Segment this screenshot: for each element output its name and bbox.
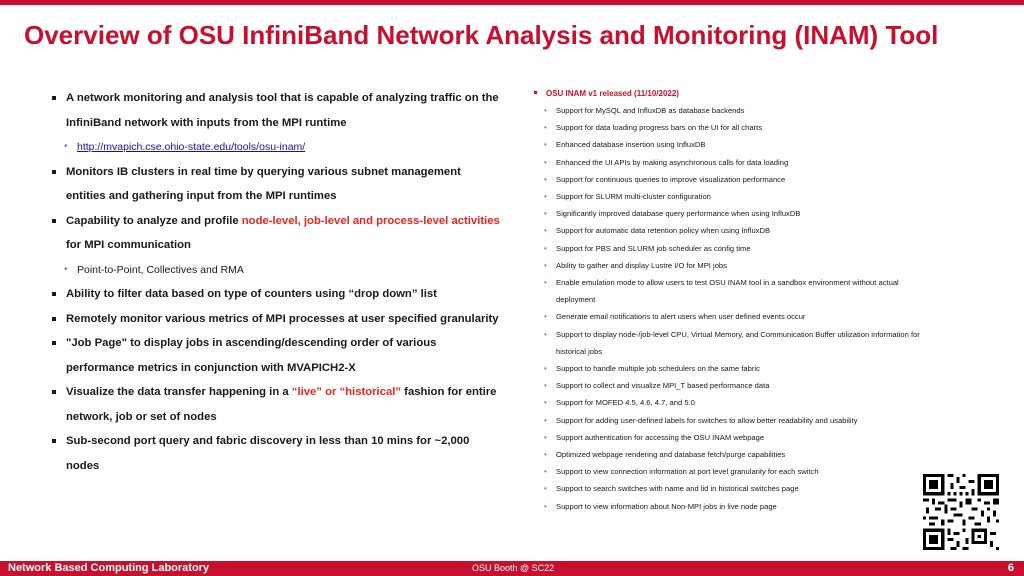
dot-bullet-icon: • — [544, 450, 547, 460]
dot-bullet-icon: • — [544, 398, 547, 408]
dot-bullet-icon: • — [64, 141, 68, 152]
dot-bullet-icon: • — [544, 484, 547, 494]
bullet-filter — [50, 282, 500, 307]
feature-item-text: Support for continuous queries to improve visualization performance — [556, 174, 786, 184]
bullet-remote — [50, 307, 500, 332]
square-bullet-icon — [534, 91, 537, 94]
dot-bullet-icon: • — [544, 278, 547, 288]
feature-item — [532, 480, 932, 497]
release-heading — [532, 85, 932, 102]
footer-bar — [0, 561, 1024, 576]
inam-link[interactable]: http://mvapich.cse.ohio-state.edu/tools/osu-inam/ — [77, 141, 306, 153]
dot-bullet-icon: • — [544, 209, 547, 219]
dot-bullet-icon: • — [544, 432, 547, 442]
feature-item-text: Ability to gather and display Lustre I/O for MPI jobs — [556, 260, 727, 270]
dot-bullet-icon: • — [544, 157, 547, 167]
feature-item — [532, 205, 932, 222]
bullet-capability — [50, 209, 500, 258]
feature-item — [532, 257, 932, 274]
feature-item — [532, 240, 932, 257]
feature-item — [532, 171, 932, 188]
feature-item — [532, 308, 932, 325]
feature-item-text: Generate email notifications to alert users when user defined events occur — [556, 312, 806, 322]
feature-item-text: Support to display node-/job-level CPU, Virtual Memory, and Communication Buffer utilization information for historical jobs — [556, 329, 920, 356]
feature-item-text: Support authentication for accessing the OSU INAM webpage — [556, 432, 765, 442]
bullet-visualize — [50, 380, 500, 429]
sub-bullet-link — [50, 135, 500, 160]
feature-item — [532, 274, 932, 308]
bullet-visualize-pre: Visualize the data transfer happening in a — [66, 386, 292, 398]
left-column — [50, 86, 500, 478]
bullet-jobpage — [50, 331, 500, 380]
dot-bullet-icon: • — [544, 123, 547, 133]
dot-bullet-icon: • — [544, 415, 547, 425]
feature-item — [532, 498, 932, 515]
bullet-capability-highlight: node-level, job-level and process-level activities — [241, 214, 500, 227]
feature-item — [532, 154, 932, 171]
feature-item — [532, 102, 932, 119]
footer-lab-name: Network Based Computing Laboratory — [8, 562, 210, 574]
feature-item-text: Support to view connection information at port level granularity for each switch — [556, 467, 819, 477]
square-bullet-icon — [52, 390, 56, 394]
bullet-subsecond-text: Sub-second port query and fabric discovery in less than 10 mins for ~2,000 nodes — [66, 435, 470, 472]
dot-bullet-icon: • — [544, 192, 547, 202]
dot-bullet-icon: • — [544, 329, 547, 339]
dot-bullet-icon: • — [544, 174, 547, 184]
feature-item-text: Support to view information about Non-MPI jobs in live node page — [556, 501, 777, 511]
top-accent-bar — [0, 0, 1024, 5]
dot-bullet-icon: • — [544, 501, 547, 511]
feature-item-text: Support to search switches with name and lid in historical switches page — [556, 484, 799, 494]
feature-item — [532, 377, 932, 394]
square-bullet-icon — [52, 341, 56, 345]
bullet-visualize-post: fashion for entire network, job or set of nodes — [66, 386, 497, 423]
feature-item-text: Enhanced database insertion using InfluxDB — [556, 140, 706, 150]
feature-item — [532, 222, 932, 239]
square-bullet-icon — [52, 317, 56, 321]
square-bullet-icon — [52, 292, 56, 296]
bullet-overview-text: A network monitoring and analysis tool that is capable of analyzing traffic on the InfiniBand network with inputs from the MPI runtime — [66, 92, 499, 129]
sub-bullet-p2p — [50, 258, 500, 283]
dot-bullet-icon: • — [544, 106, 547, 115]
feature-item — [532, 326, 932, 360]
release-heading-text: OSU INAM v1 released (11/10/2022) — [546, 89, 679, 98]
feature-item — [532, 360, 932, 377]
feature-item — [532, 429, 932, 446]
bullet-overview — [50, 86, 500, 135]
square-bullet-icon — [52, 439, 56, 443]
feature-item — [532, 446, 932, 463]
bullet-filter-text: Ability to filter data based on type of counters using “drop down” list — [66, 288, 437, 300]
dot-bullet-icon: • — [64, 263, 68, 275]
footer-booth: OSU Booth @ SC22 — [472, 563, 555, 573]
square-bullet-icon — [52, 170, 56, 174]
feature-item — [532, 463, 932, 480]
dot-bullet-icon: • — [544, 226, 547, 236]
square-bullet-icon — [52, 219, 56, 223]
dot-bullet-icon: • — [544, 381, 547, 391]
feature-item-text: Support for MOFED 4.5, 4.6, 4.7, and 5.0 — [556, 398, 695, 408]
qr-code-icon — [923, 474, 999, 550]
bullet-jobpage-text: "Job Page" to display jobs in ascending/descending order of various performance metrics in conjunction with MVAPICH2-X — [66, 337, 437, 374]
feature-item-text: Optimized webpage rendering and database fetch/purge capabilities — [556, 450, 786, 460]
page-number: 6 — [1007, 562, 1014, 574]
right-column — [532, 85, 932, 515]
bullet-monitors-text: Monitors IB clusters in real time by querying various subnet management entities and gathering input from the MPI runtimes — [66, 165, 461, 202]
sub-bullet-p2p-text: Point-to-Point, Collectives and RMA — [77, 263, 244, 276]
feature-item — [532, 412, 932, 429]
feature-item-text: Enhanced the UI APIs by making asynchronous calls for data loading — [556, 157, 789, 167]
dot-bullet-icon: • — [544, 140, 547, 150]
feature-item-text: Support to handle multiple job schedulers on the same fabric — [556, 364, 760, 374]
feature-item-text: Support for SLURM multi-cluster configuration — [556, 192, 711, 202]
dot-bullet-icon: • — [544, 467, 547, 477]
bullet-capability-pre: Capability to analyze and profile — [66, 214, 242, 227]
feature-item — [532, 136, 932, 153]
feature-item — [532, 394, 932, 411]
dot-bullet-icon: • — [544, 260, 547, 270]
feature-item-text: Enable emulation mode to allow users to test OSU INAM tool in a sandbox environment without actual deployment — [556, 278, 899, 305]
feature-item — [532, 119, 932, 136]
bullet-capability-post: for MPI communication — [66, 239, 191, 251]
dot-bullet-icon: • — [544, 243, 547, 253]
bullet-subsecond — [50, 429, 500, 478]
feature-item-text: Support for PBS and SLURM job scheduler as config time — [556, 243, 751, 253]
feature-item-text: Support for data loading progress bars on the UI for all charts — [556, 123, 762, 133]
dot-bullet-icon: • — [544, 312, 547, 322]
dot-bullet-icon: • — [544, 364, 547, 374]
feature-item-text: Support to collect and visualize MPI_T based performance data — [556, 381, 770, 391]
feature-item-text: Support for automatic data retention policy when using InfluxDB — [556, 226, 771, 236]
feature-item-text: Support for adding user-defined labels for switches to allow better readability and usability — [556, 415, 858, 425]
slide-title: Overview of OSU InfiniBand Network Analysis and Monitoring (INAM) Tool — [24, 20, 939, 50]
feature-item-text: Significantly improved database query performance when using InfluxDB — [556, 209, 801, 219]
feature-item-text: Support for MySQL and InfluxDB as database backends — [556, 106, 745, 115]
bullet-visualize-highlight: “live” or “historical” — [291, 386, 402, 398]
bullet-remote-text: Remotely monitor various metrics of MPI processes at user specified granularity — [66, 312, 499, 325]
square-bullet-icon — [52, 96, 56, 100]
feature-item — [532, 188, 932, 205]
bullet-monitors — [50, 160, 500, 209]
